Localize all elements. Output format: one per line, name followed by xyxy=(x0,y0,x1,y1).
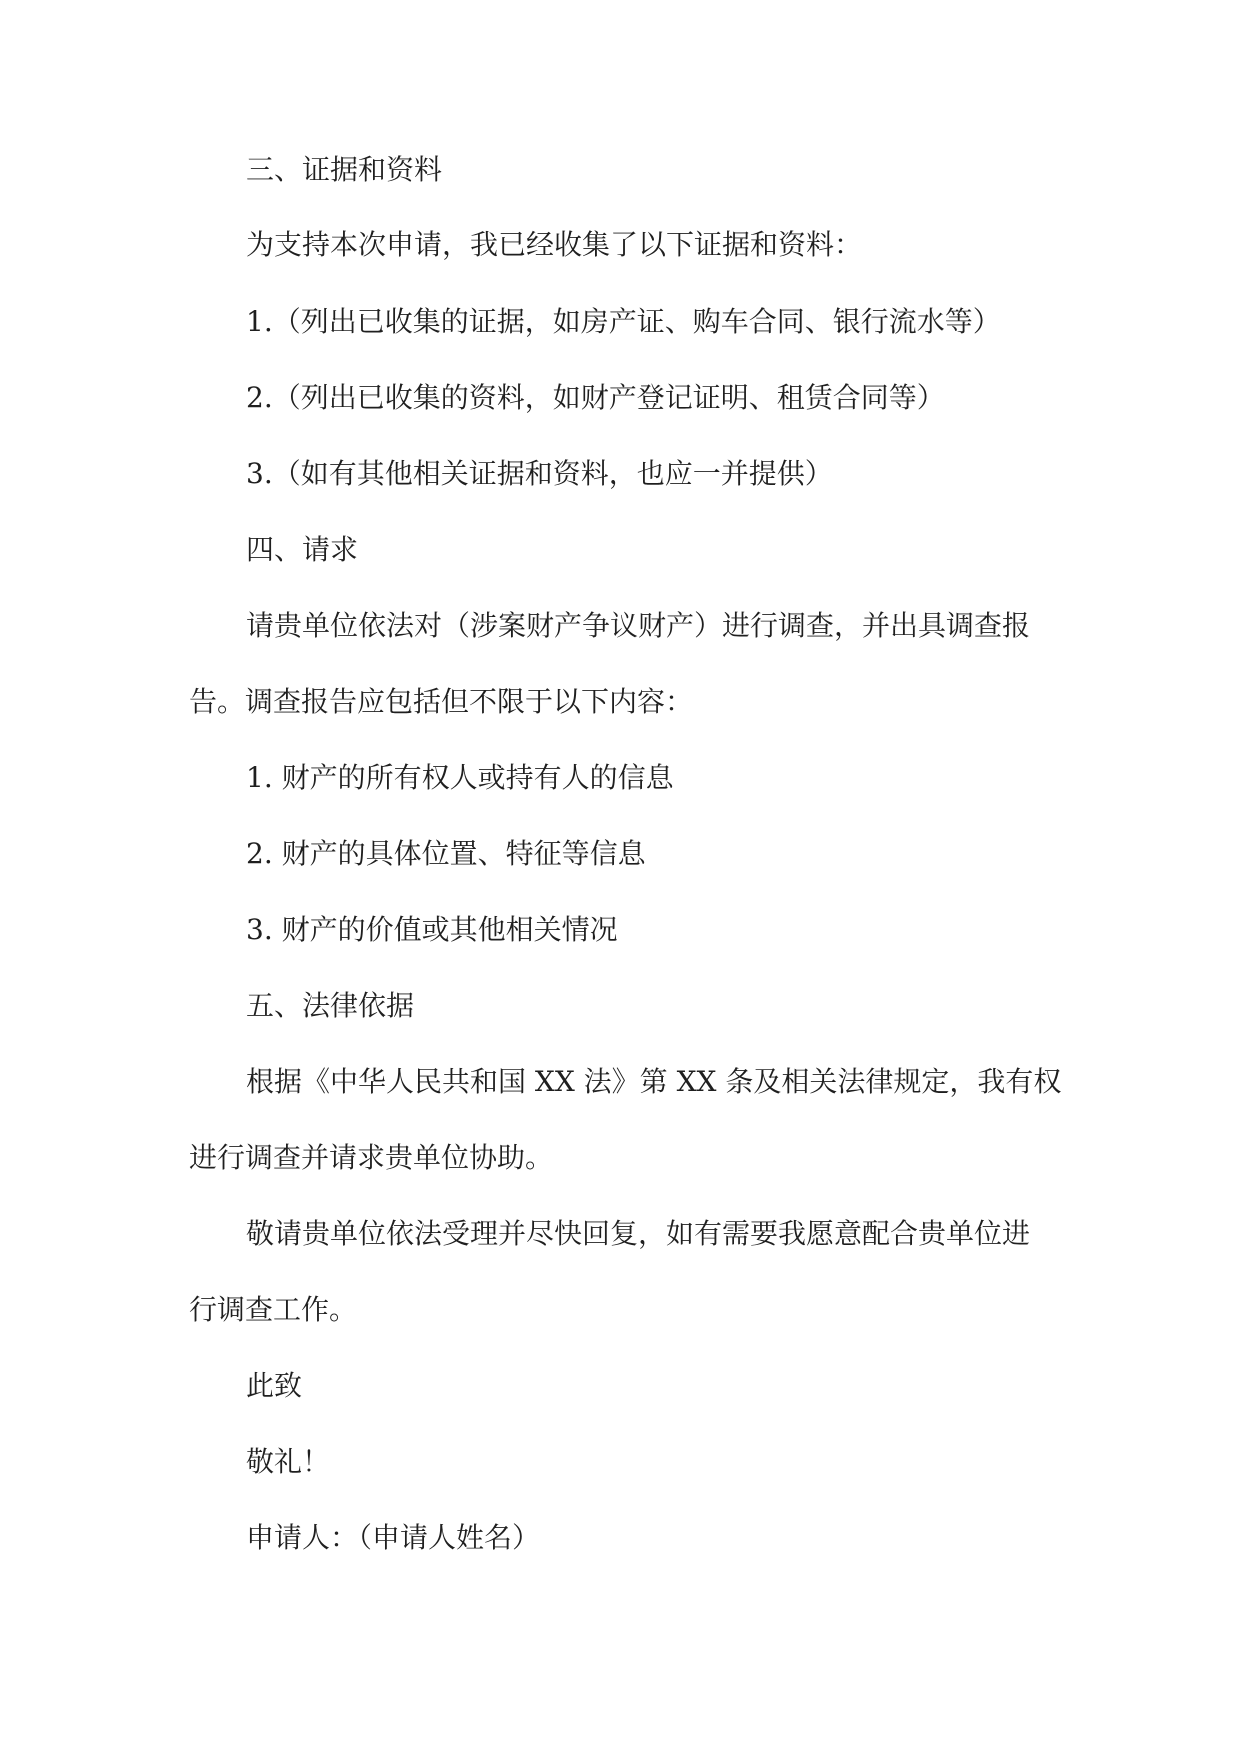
list-item-evidence-2: 2.（列出已收集的资料，如财产登记证明、租赁合同等） xyxy=(246,381,945,414)
list-item-report-3: 3. 财产的价值或其他相关情况 xyxy=(246,913,618,946)
paragraph-legal-basis-line-1: 根据《中华人民共和国 XX 法》第 XX 条及相关法律规定，我有权 xyxy=(246,1065,1062,1098)
paragraph-evidence-intro: 为支持本次申请，我已经收集了以下证据和资料： xyxy=(246,228,863,261)
salutation-cizhi: 此致 xyxy=(246,1369,303,1402)
paragraph-legal-basis-line-2: 进行调查并请求贵单位协助。 xyxy=(189,1141,554,1174)
salutation-jingli: 敬礼！ xyxy=(246,1445,331,1478)
list-item-report-1: 1. 财产的所有权人或持有人的信息 xyxy=(246,761,674,794)
section-heading-request: 四、请求 xyxy=(246,533,359,566)
paragraph-closing-line-1: 敬请贵单位依法受理并尽快回复，如有需要我愿意配合贵单位进 xyxy=(246,1217,1031,1250)
section-heading-legal-basis: 五、法律依据 xyxy=(246,989,415,1022)
list-item-evidence-1: 1.（列出已收集的证据，如房产证、购车合同、银行流水等） xyxy=(246,305,1001,338)
section-heading-evidence: 三、证据和资料 xyxy=(246,153,443,186)
paragraph-request-line-1: 请贵单位依法对（涉案财产争议财产）进行调查，并出具调查报 xyxy=(246,609,1031,642)
list-item-report-2: 2. 财产的具体位置、特征等信息 xyxy=(246,837,646,870)
applicant-signature-line: 申请人：（申请人姓名） xyxy=(246,1521,541,1554)
list-item-evidence-3: 3.（如有其他相关证据和资料，也应一并提供） xyxy=(246,457,833,490)
paragraph-closing-line-2: 行调查工作。 xyxy=(189,1293,358,1326)
paragraph-request-line-2: 告。调查报告应包括但不限于以下内容： xyxy=(189,685,694,718)
